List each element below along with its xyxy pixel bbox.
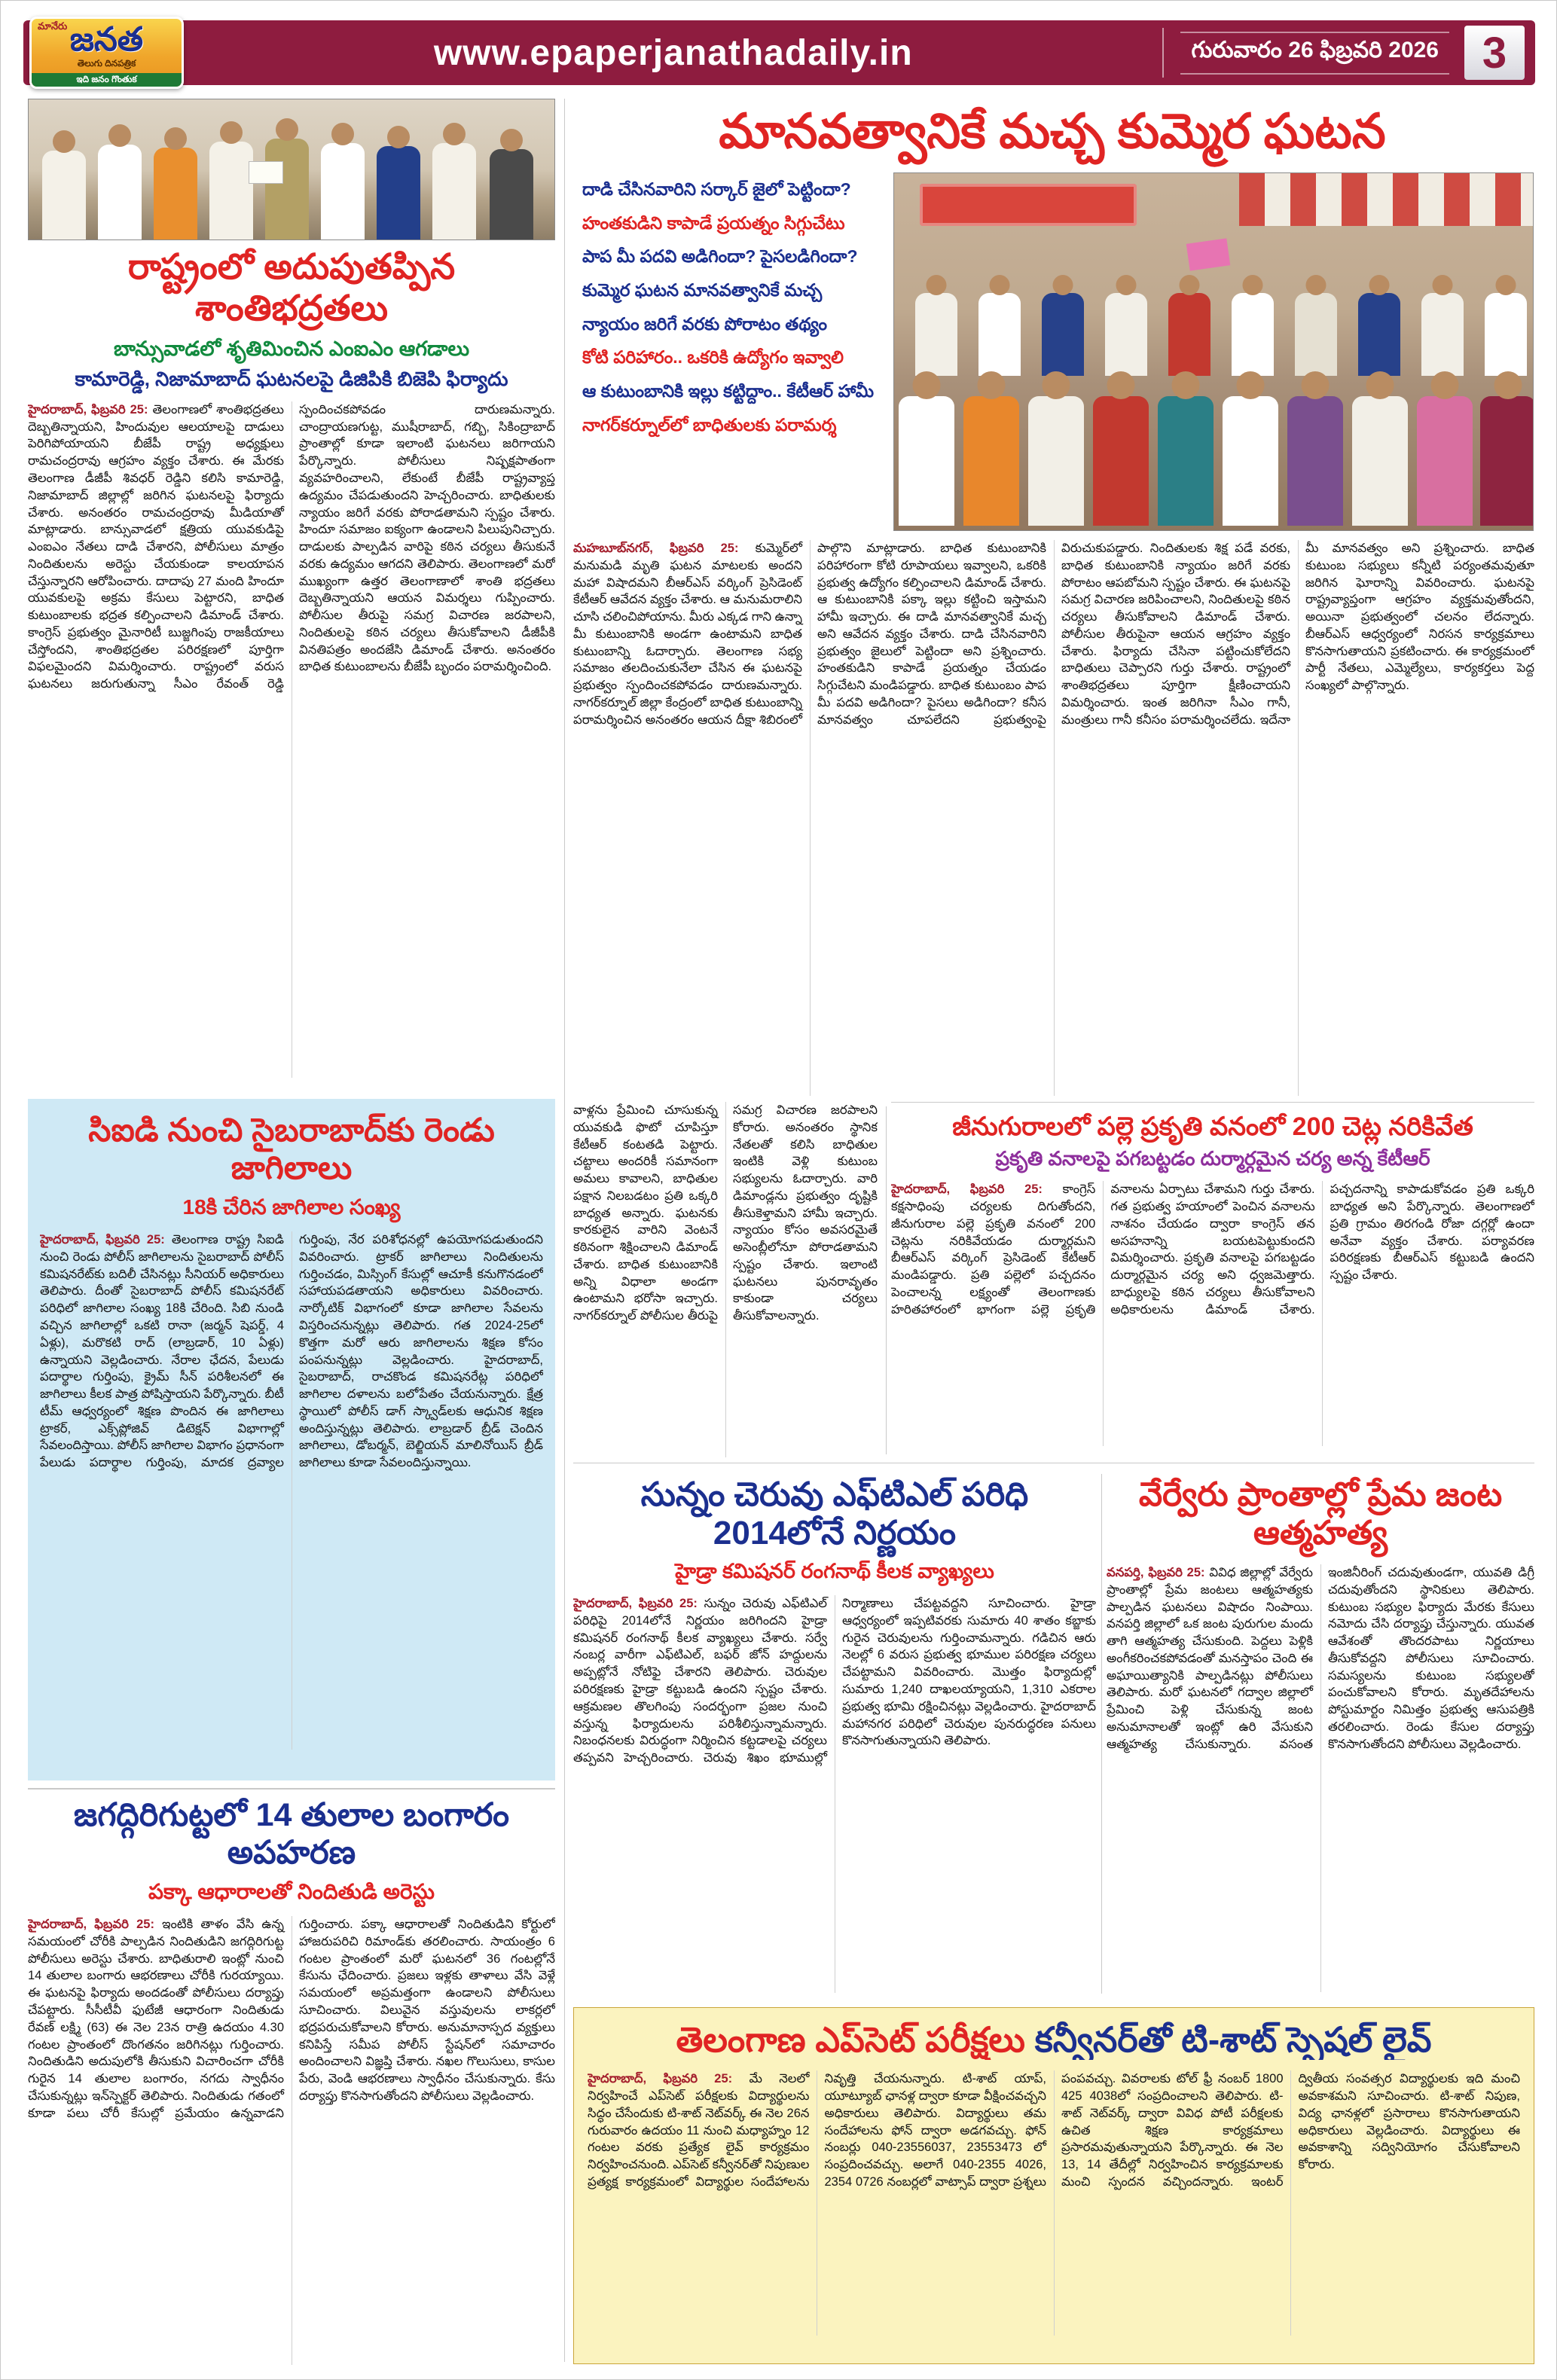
- site-url[interactable]: www.epaperjanathadaily.in: [433, 32, 913, 73]
- dateline: హైదరాబాద్, ఫిబ్రవరి 25:: [573, 1597, 698, 1611]
- article-trees-felled: [891, 1106, 1534, 1457]
- person-figure: [1158, 396, 1214, 526]
- article-gold-theft: [28, 1788, 555, 2362]
- masthead-right: [1162, 28, 1535, 78]
- person-figure: [377, 146, 420, 240]
- person-figure: [963, 396, 1019, 526]
- body-text: ఇంటికి తాళం వేసి ఉన్న సమయంలో చోరీకి పాల్పడిన నిందితుడిని జగద్గిరిగుట్ట పోలీసులు అరెస్టు చేశారు. బాధితురాలి ఇంట్లో నుంచి 14 తులాల బంగారు ఆభరణాలు చోరీకి గురయ్యాయి. ఈ ఘటనపై ఫిర్యాదు అందడంతో పోలీసులు దర్యాప్తు చేపట్టారు. సీసీటీవీ ఫుటేజీ ఆధారంగా నిందితుడు రేవణ్ లక్ష్మి (63) ఈ నెల 23న రాత్రి ఉదయం 4.30 గంటల ప్రాంతంలో దొంగతనం జరిగినట్లు గుర్తించారు. నిందితుడిని అదుపులోకి తీసుకుని విచారించగా చోరీకి గురైన 14 తులాల బంగారం, నగదు స్వాధీనం చేసుకున్నట్లు ఇన్‌స్పెక్టర్ తెలిపారు. నిందితుడు గతంలో కూడా పలు చోరీ కేసుల్లో ప్రమేయం ఉన్నవాడని గుర్తించారు. పక్కా ఆధారాలతో నిందితుడిని కోర్టులో హాజరుపరిచి రిమాండ్‌కు తరలించారు. సాయంత్రం 6 గంటల ప్రాంతంలో మరో ఘటనలో 36 గంటల్లోనే కేసును ఛేదించారు. ప్రజలు ఇళ్లకు తాళాలు వేసి వెళ్లే సమయంలో అప్రమత్తంగా ఉండాలని పోలీసులు సూచించారు. విలువైన వస్తువులను లాకర్లలో భద్రపరుచుకోవాలని కోరారు. అనుమానాస్పద వ్యక్తులు కనిపిస్తే సమీప పోలీస్ స్టేషన్‌లో సమాచారం అందించాలని విజ్ఞప్తి చేశారు. నఖల గొలుసులు, కాసుల పేరు, వెండి ఆభరణాలు స్వాధీనం చేసుకున్నారు. కేసు దర్యాప్తు కొనసాగుతోందని పోలీసులు వెల్లడించారు.: [28, 1918, 555, 2120]
- article-epset-live: [573, 2007, 1534, 2364]
- person-figure: [1232, 293, 1274, 376]
- column-divider: [1101, 1474, 1102, 1994]
- article-headline: వేర్వేరు ప్రాంతాల్లో ప్రేమ జంట ఆత్మహత్య: [1138, 1476, 1503, 1552]
- photo-bjp-dgp-meeting: [28, 99, 555, 240]
- issue-date: గురువారం 26 ఫిబ్రవరి 2026: [1180, 32, 1449, 75]
- person-figure: [1485, 293, 1527, 376]
- body-text: తెలంగాణలో శాంతిభద్రతలు దెబ్బతిన్నాయని, హిందువుల ఆలయాలపై దాడులు పెరిగిపోయాయని బీజేపీ రాష్ట్ర అధ్యక్షులు రామచంద్రరావు ఆగ్రహం వ్యక్తం చేశారు. ఈ మేరకు తెలంగాణ డీజీపీ శివధర్ రెడ్డిని కలిసి కామారెడ్డి, నిజామాబాద్ జిల్లాల్లో జరిగిన ఘటనలపై ఫిర్యాదు చేశారు. అనంతరం రామచంద్రరావు మీడియాతో మాట్లాడారు. బాన్సువాడలో క్షత్రియ యువకుడిపై ఎంఐఎం నేతలు దాడి చేశారని, పోలీసులు మాత్రం నిందితులను అరెస్టు చేయకుండా కాలయాపన చేస్తున్నారని ఆరోపించారు. దాదాపు 27 మంది హిందూ యువకులపై అక్రమ కేసులు పెట్టారని, బాధిత కుటుంబాలకు భద్రత కల్పించాలని డిమాండ్ చేశారు. కాంగ్రెస్ ప్రభుత్వం మైనారిటీ బుజ్జగింపు రాజకీయాలు చేస్తోందని, శాంతిభద్రతల పరిరక్షణలో పూర్తిగా విఫలమైందని విమర్శించారు. రాష్ట్రంలో వరుస ఘటనలు జరుగుతున్నా సీఎం రేవంత్ రెడ్డి స్పందించకపోవడం దారుణమన్నారు. చాంద్రాయణగుట్ట, ముషీరాబాద్, గబ్బి, సికింద్రాబాద్ ప్రాంతాల్లో కూడా ఇలాంటి ఘటనలు జరిగాయని పేర్కొన్నారు. పోలీసులు నిష్పక్షపాతంగా వ్యవహరించాలని, లేకుంటే బీజేపీ రాష్ట్రవ్యాప్త ఉద్యమం చేపడుతుందని హెచ్చరించారు. బాధితులకు న్యాయం జరిగే వరకు పోరాడతామని స్పష్టం చేశారు. హిందూ సమాజం ఐక్యంగా ఉండాలని పిలుపునిచ్చారు. దాడులకు పాల్పడిన వారిపై కఠిన చర్యలు తీసుకునే వరకు ఉద్యమం ఆగదని తెలిపారు. తెలంగాణలో మరో ముఖ్యంగా ఉత్తర తెలంగాణాలో శాంతి భద్రతలు దెబ్బతిన్నాయని ఆయన విమర్శలు గుప్పించారు. పోలీసుల తీరుపై సమగ్ర విచారణ జరపాలని, నిందితులపై కఠిన చర్యలు తీసుకోవాలని డీజీపీకి వినతిపత్రం అందజేసి డిమాండ్ చేశారు. అనంతరం బాధిత కుటుంబాలను బీజేపీ బృందం పరామర్శించింది.: [28, 402, 555, 691]
- article-subhead: హైడ్రా కమిషనర్ రంగనాథ్ కీలక వ్యాఖ్యలు: [675, 1560, 994, 1583]
- person-figure: [899, 396, 954, 526]
- person-figure: [265, 139, 309, 240]
- bullet-point: కోటి పరిహారం.. ఒకరికి ఉద్యోగం ఇవ్వాలి: [582, 347, 844, 368]
- main-article-body: [573, 540, 1534, 1096]
- person-figure: [1105, 293, 1147, 376]
- bullet-point: కుమ్మెర ఘటన మానవత్వానికే మచ్చ: [582, 279, 823, 300]
- photo-kummera-protest: [893, 172, 1534, 531]
- article-headline: రాష్ట్రంలో అదుపుతప్పిన శాంతిభద్రతలు: [127, 246, 456, 328]
- logo-region-label: మానేరు: [38, 20, 68, 32]
- dateline: హైదరాబాద్, ఫిబ్రవరి 25:: [28, 1918, 154, 1932]
- article-headline: సున్నం చెరువు ఎఫ్‌టిఎల్ పరిధి 2014లోనే నిర్ణయం: [640, 1476, 1029, 1552]
- article-subhead: కామారెడ్డి, నిజామాబాద్ ఘటనలపై డిజిపికి బిజెపి ఫిర్యాదు: [75, 368, 508, 391]
- person-figure: [209, 142, 253, 240]
- dateline: హైదరాబాద్, ఫిబ్రవరి 25:: [28, 402, 148, 416]
- person-figure: [1093, 396, 1149, 526]
- article-ftl-lake: [573, 1468, 1096, 2000]
- dateline: మహబూబ్‌నగర్, ఫిబ్రవరి 25:: [573, 542, 739, 555]
- headline-part-blue: కన్వీనర్‌తో టి-శాట్ స్పెషల్ లైవ్: [1034, 2020, 1432, 2059]
- article-body: [28, 1916, 555, 2365]
- bullet-point: హంతకుడిని కాపాడే ప్రయత్నం సిగ్గుచేటు: [582, 212, 845, 233]
- logo-name: జనత: [69, 20, 144, 58]
- article-body: [891, 1181, 1534, 1446]
- logo-tagline: తెలుగు దినపత్రిక: [77, 57, 136, 69]
- article-body: [40, 1231, 543, 1750]
- masthead: [23, 20, 1535, 85]
- person-figure: [1028, 396, 1084, 526]
- person-figure: [98, 145, 142, 240]
- logo-slogan: ఇది జనం గొంతుక: [32, 73, 182, 87]
- body-text: సున్నం చెరువు ఎఫ్‌టిఎల్ పరిధిపై 2014లోనే నిర్ణయం జరిగిందని హైడ్రా కమిషనర్ రంగనాథ్ కీలక వ్యాఖ్యలు చేశారు. సర్వే నంబర్ల వారీగా ఎఫ్‌టిఎల్, బఫర్ జోన్ హద్దులను అప్పట్లోనే నోటిఫై చేశారని తెలిపారు. చెరువుల పరిరక్షణకు హైడ్రా కట్టుబడి ఉందని స్పష్టం చేశారు. ఆక్రమణల తొలగింపు సందర్భంగా ప్రజల నుంచి వస్తున్న ఫిర్యాదులను పరిశీలిస్తున్నామన్నారు. నిబంధనలకు విరుద్ధంగా నిర్మించిన కట్టడాలపై చర్యలు తప్పవని హెచ్చరించారు. చెరువు శిఖం భూముల్లో నిర్మాణాలు చేపట్టవద్దని సూచించారు. హైడ్రా ఆధ్వర్యంలో ఇప్పటివరకు సుమారు 40 శాతం కబ్జాకు గురైన చెరువులను గుర్తించామన్నారు. గడిచిన ఆరు నెలల్లో 6 వరుస ప్రభుత్వ భూముల పరిరక్షణ చర్యలు చేపట్టామని వివరించారు. మొత్తం ఫిర్యాదుల్లో సుమారు 1,240 దాఖలయ్యాయని, 1,310 ఎకరాల ప్రభుత్వ భూమి రక్షించినట్లు వెల్లడించారు. హైదరాబాద్ మహానగర పరిధిలో చెరువుల పునరుద్ధరణ పనులు కొనసాగుతున్నాయని తెలిపారు.: [573, 1597, 1096, 1765]
- main-bullet-list: [582, 177, 884, 529]
- article-subhead: బాన్సువాడలో శృతిమించిన ఎంఐఎం ఆగడాలు: [113, 337, 470, 361]
- section-divider: [891, 1102, 1534, 1103]
- protest-banner: [920, 184, 1137, 226]
- bullet-point: న్యాయం జరిగే వరకు పోరాటం తథ్యం: [582, 313, 828, 334]
- person-figure: [1421, 293, 1464, 376]
- person-figure: [1168, 293, 1210, 376]
- body-text: మే నెలలో నిర్వహించే ఎప్‌సెట్ పరీక్షలకు విద్యార్థులను సిద్ధం చేసేందుకు టి-శాట్ నెట్‌వర్క్ ఈ నెల 26న గురువారం ఉదయం 11 నుంచి మధ్యాహ్నం 12 గంటల వరకు ప్రత్యేక లైవ్ కార్యక్రమం నిర్వహించనుంది. ఎప్‌సెట్ కన్వీనర్‌తో నిపుణుల ప్రత్యక్ష కార్యక్రమంలో విద్యార్థుల సందేహాలను నివృత్తి చేయనున్నారు. టి-శాట్ యాప్, యూట్యూబ్ ఛానళ్ల ద్వారా కూడా వీక్షించవచ్చని అధికారులు తెలిపారు. విద్యార్థులు తమ సందేహాలను ఫోన్ ద్వారా అడగవచ్చు. ఫోన్ నంబర్లు 040-23556037, 23553473 లో సంప్రదించవచ్చు. అలాగే 040-2355 4026, 2354 0726 నంబర్లలో వాట్సాప్ ద్వారా ప్రశ్నలు పంపవచ్చు. వివరాలకు టోల్ ఫ్రీ నంబర్ 1800 425 4038లో సంప్రదించాలని తెలిపారు. టి-శాట్ నెట్‌వర్క్ ద్వారా వివిధ పోటీ పరీక్షలకు ఉచిత శిక్షణ కార్యక్రమాలు ప్రసారమవుతున్నాయని పేర్కొన్నారు. ఈ నెల 13, 14 తేదీల్లో నిర్వహించిన కార్యక్రమాలకు మంచి స్పందన వచ్చిందన్నారు. ఇంటర్ ద్వితీయ సంవత్సర విద్యార్థులకు ఇది మంచి అవకాశమని సూచించారు. టి-శాట్ నిపుణ, విద్య ఛానళ్లలో ప్రసారాలు కొనసాగుతాయని అధికారులు వెల్లడించారు. విద్యార్థులు ఈ అవకాశాన్ని సద్వినియోగం చేసుకోవాలని కోరారు.: [588, 2072, 1520, 2189]
- person-figure: [1223, 396, 1278, 526]
- person-figure: [1295, 293, 1337, 376]
- dateline: హైదరాబాద్, ఫిబ్రవరి 25:: [40, 1233, 165, 1247]
- headline-part-red: తెలంగాణ ఎప్‌సెట్ పరీక్షలు: [676, 2020, 1025, 2059]
- body-text: వివిధ జిల్లాల్లో వేర్వేరు ప్రాంతాల్లో ప్రేమ జంటలు ఆత్మహత్యకు పాల్పడిన ఘటనలు విషాదం నింపాయి. వనపర్తి జిల్లాలో ఒక జంట పురుగుల మందు తాగి ఆత్మహత్య చేసుకుంది. పెద్దలు పెళ్లికి అంగీకరించకపోవడంతో మనస్తాపం చెంది ఈ అఘాయిత్యానికి పాల్పడినట్లు పోలీసులు తెలిపారు. మరో ఘటనలో గద్వాల జిల్లాలో ప్రేమించి పెళ్లి చేసుకున్న జంట అనుమానాలతో ఇంట్లో ఉరి వేసుకుని ఆత్మహత్య చేసుకున్నారు. వసంత ఇంజినీరింగ్ చదువుతుండగా, యువతి డిగ్రీ చదువుతోందని స్థానికులు తెలిపారు. కుటుంబ సభ్యుల ఫిర్యాదు మేరకు కేసులు నమోదు చేసి దర్యాప్తు చేస్తున్నారు. యువత ఆవేశంతో తొందరపాటు నిర్ణయాలు తీసుకోవద్దని పోలీసులు సూచించారు. సమస్యలను కుటుంబ సభ్యులతో పంచుకోవాలని కోరారు. మృతదేహాలను పోస్టుమార్టం నిమిత్తం ప్రభుత్వ ఆసుపత్రికి తరలించారు. రెండు కేసుల దర్యాప్తు కొనసాగుతోందని పోలీసులు వెల్లడించారు.: [1107, 1566, 1534, 1751]
- person-figure: [1287, 396, 1343, 526]
- dateline: హైదరాబాద్, ఫిబ్రవరి 25:: [891, 1182, 1043, 1197]
- main-article-body-continued: [573, 1102, 878, 1457]
- bullet-point: దాడి చేసినవారిని సర్కార్ జైలో పెట్టిందా?: [582, 179, 851, 199]
- body-text: కాంగ్రెస్ కక్షసాధింపు చర్యలకు దిగుతోందని, జీనుగురాల పల్లె ప్రకృతి వనంలో 200 చెట్లను నరికివేయడం దుర్మార్గమని బీఆర్ఎస్ వర్కింగ్ ప్రెసిడెంట్ కేటీఆర్ మండిపడ్డారు. ప్రతి పల్లెలో పచ్చదనం పెంచాలన్న లక్ష్యంతో తెలంగాణకు హరితహారంలో భాగంగా పల్లె ప్రకృతి వనాలను ఏర్పాటు చేశామని గుర్తు చేశారు. గత ప్రభుత్వ హయాంలో పెంచిన వనాలను నాశనం చేయడం ద్వారా కాంగ్రెస్ తన అసహనాన్ని బయటపెట్టుకుందని విమర్శించారు. ప్రకృతి వనాలపై పగబట్టడం దుర్మార్గమైన చర్య అని ధ్వజమెత్తారు. బాధ్యులపై కఠిన చర్యలు తీసుకోవాలని అధికారులను డిమాండ్ చేశారు. పచ్చదనాన్ని కాపాడుకోవడం ప్రతి ఒక్కరి బాధ్యత అని పేర్కొన్నారు. తెలంగాణలో ప్రతి గ్రామం తిరగండి రోజా దగ్గర్లో ఉందా అనేవా వ్యక్తం చేశారు. పర్యావరణ పరిరక్షణకు బీఆర్ఎస్ కట్టుబడి ఉందని స్పష్టం చేశారు.: [891, 1182, 1534, 1317]
- main-headline: మానవత్వానికే మచ్చ కుమ్మెర ఘటన: [719, 104, 1386, 158]
- person-figure: [490, 149, 533, 240]
- flag: [1186, 238, 1230, 270]
- person-figure: [1042, 293, 1084, 376]
- person-figure: [321, 143, 365, 240]
- person-figure: [1358, 293, 1400, 376]
- document-paper: [249, 161, 283, 184]
- article-subhead: ప్రకృతి వనాలపై పగబట్టడం దుర్మార్గమైన చర్య అన్న కేటీఆర్: [995, 1147, 1430, 1170]
- article-subhead: 18కి చేరిన జాగిలాల సంఖ్య: [182, 1195, 401, 1219]
- dateline: హైదరాబాద్, ఫిబ్రవరి 25:: [588, 2072, 733, 2086]
- person-figure: [154, 148, 197, 240]
- article-body: [573, 1595, 1096, 1993]
- bullet-point: పాప మీ పదవి అడిగిందా? పైసలడిగిందా?: [582, 246, 858, 267]
- article-body: [28, 401, 555, 1078]
- person-figure: [915, 293, 957, 376]
- person-figure: [1480, 396, 1534, 526]
- article-law-order: [28, 246, 555, 1091]
- person-figure: [42, 151, 86, 240]
- page-number: 3: [1464, 26, 1525, 80]
- body-text: తెలంగాణ రాష్ట్ర సిఐడి నుంచి రెండు పోలీస్ జాగిలాలను సైబరాబాద్ పోలీస్ కమిషనరేట్‌కు బదిలీ చేసినట్లు సీనియర్ అధికారులు తెలిపారు. దీంతో సైబరాబాద్ పోలీస్ కమిషనరేట్ పరిధిలో జాగిలాల సంఖ్య 18కి చేరింది. సిబి నుండి వచ్చిన జాగిలాల్లో ఒకటి రానా (జర్మన్ షెపర్డ్, 4 ఏళ్లు), మరొకటి రాద్ (లాబ్రడార్, 10 ఏళ్లు) ఉన్నాయని వెల్లడించారు. నేరాల ఛేదన, పేలుడు పదార్థాల గుర్తింపు, క్రైమ్ సీన్ పరిశీలనలో ఈ జాగిలాలు కీలక పాత్ర పోషిస్తాయని పేర్కొన్నారు. బీటీ టీమ్ ఆధ్వర్యంలో శిక్షణ పొందిన ఈ జాగిలాలు ట్రాకర్, ఎక్స్‌ప్లోజివ్ డిటెక్షన్ విభాగాల్లో సేవలందిస్తాయి. పోలీస్ జాగిలాల విభాగం ప్రధానంగా పేలుడు పదార్థాల గుర్తింపు, మాదక ద్రవ్యాల గుర్తింపు, నేర పరిశోధనల్లో ఉపయోగపడుతుందని వివరించారు. ట్రాకర్ జాగిలాలు నిందితులను గుర్తించడం, మిస్సింగ్ కేసుల్లో ఆచూకీ కనుగొనడంలో సహాయపడతాయని అధికారులు వివరించారు. నార్కోటిక్ విభాగంలో కూడా జాగిలాల సేవలను విస్తరించనున్నట్లు తెలిపారు. గత 2024-25లో కొత్తగా మరో ఆరు జాగిలాలను శిక్షణ కోసం పంపనున్నట్లు వెల్లడించారు. హైదరాబాద్, సైబరాబాద్, రాచకొండ కమిషనరేట్ల పరిధిలో జాగిలాల దళాలను బలోపేతం చేయనున్నారు. క్షేత్ర స్థాయిలో పోలీస్ డాగ్ స్క్వాడ్‌లకు ఆధునిక శిక్షణ అందిస్తున్నట్లు తెలిపారు. లాబ్రడార్ బ్రీడ్ చెందిన జాగిలాలు, డోబర్మన్, బెల్జియన్ మాలినోయిస్ బ్రీడ్ జాగిలాలు కూడా సేవలందిస్తున్నాయి.: [40, 1233, 543, 1470]
- body-text: కుమ్మెర్‌లో మనుమడి మృతి ఘటన మాటలకు అందని మహా విషాదమని బీఆర్ఎస్ వర్కింగ్ ప్రెసిడెంట్ కేటీఆర్ ఆవేదన వ్యక్తం చేశారు. ఆ మనుమరాలిని చూసి చలించిపోయాను. మీరు ఎక్కడ గాని ఉన్నా మీ కుటుంబానికి అండగా ఉంటామని బాధిత కుటుంబాన్ని ఓదార్చారు. తెలంగాణ సభ్య సమాజం తలదించుకునేలా చేసిన ఈ ఘటనపై ప్రభుత్వం స్పందించకపోవడం దారుణమన్నారు. నాగర్‌కర్నూల్ జిల్లా కేంద్రంలో బాధిత కుటుంబాన్ని పరామర్శించిన అనంతరం ఆయన దీక్షా శిబిరంలో పాల్గొని మాట్లాడారు. బాధిత కుటుంబానికి పరిహారంగా కోటి రూపాయలు ఇవ్వాలని, ఒకరికి ప్రభుత్వ ఉద్యోగం కల్పించాలని డిమాండ్ చేశారు. ఆ కుటుంబానికి పక్కా ఇల్లు కట్టించి ఇస్తామని హామీ ఇచ్చారు. ఈ దాడి మానవత్వానికే మచ్చ అని ఆవేదన వ్యక్తం చేశారు. దాడి చేసినవారిని ప్రభుత్వం జైలులో పెట్టిందా అని ప్రశ్నించారు. హంతకుడిని కాపాడే ప్రయత్నం చేయడం సిగ్గుచేటని మండిపడ్డారు. బాధిత కుటుంబం పాప మీ పదవి అడిగిందా? పైసలు అడిగిందా? కనీస మానవత్వం చూపలేదని ప్రభుత్వంపై విరుచుకుపడ్డారు. నిందితులకు శిక్ష పడే వరకు, బాధిత కుటుంబానికి న్యాయం జరిగే వరకు పోరాటం ఆపబోమని స్పష్టం చేశారు. ఈ ఘటనపై సమగ్ర విచారణ జరిపించాలని, నిందితులపై కఠిన చర్యలు తీసుకోవాలని డిమాండ్ చేశారు. పోలీసుల తీరుపైనా ఆయన ఆగ్రహం వ్యక్తం చేశారు. ఫిర్యాదు చేసినా పట్టించుకోలేదని బాధితులు చెప్పారని గుర్తు చేశారు. రాష్ట్రంలో శాంతిభద్రతలు పూర్తిగా క్షీణించాయని విమర్శించారు. ఇంత జరిగినా సీఎం గానీ, మంత్రులు గానీ కనీసం పరామర్శించలేదు. ఇదేనా మీ మానవత్వం అని ప్రశ్నించారు. బాధిత కుటుంబ సభ్యులు కన్నీటి పర్యంతమవుతూ జరిగిన ఘోరాన్ని వివరించారు. ఘటనపై రాష్ట్రవ్యాప్తంగా ఆగ్రహం వ్యక్తమవుతోందని, అయినా ప్రభుత్వంలో చలనం లేదన్నారు. బీఆర్ఎస్ ఆధ్వర్యంలో నిరసన కార్యక్రమాలు కొనసాగుతాయని ప్రకటించారు. ఈ కార్యక్రమంలో పార్టీ నేతలు, ఎమ్మెల్యేలు, కార్యకర్తలు పెద్ద సంఖ్యలో పాల్గొన్నారు.: [573, 542, 1534, 727]
- person-figure: [1352, 396, 1408, 526]
- article-couple-suicide: [1107, 1468, 1534, 2000]
- column-divider: [886, 1106, 887, 1454]
- article-headline: [588, 2020, 1520, 2060]
- article-headline: జగద్గిరిగుట్టలో 14 తులాల బంగారం అపహరణ: [73, 1797, 510, 1871]
- bullet-point: ఆ కుటుంబానికి ఇల్లు కట్టిద్దాం.. కేటీఆర్ హామీ: [582, 380, 875, 401]
- article-cid-dogs: [28, 1099, 555, 1780]
- dateline: వనపర్తి, ఫిబ్రవరి 25:: [1107, 1566, 1205, 1580]
- body-text: వాళ్లను ప్రేమించి చూసుకున్న యువకుడి ఫొటో చూపిస్తూ కేటీఆర్ కంటతడి పెట్టారు. చట్టాలు అందరికీ సమానంగా అమలు కావాలని, బాధితుల పక్షాన నిలబడటం ప్రతి ఒక్కరి బాధ్యత అన్నారు. ఘటనకు కారకులైన వారిని వెంటనే కఠినంగా శిక్షించాలని డిమాండ్ చేశారు. బాధిత కుటుంబానికి అన్ని విధాలా అండగా ఉంటామని భరోసా ఇచ్చారు. నాగర్‌కర్నూల్ పోలీసుల తీరుపై సమగ్ర విచారణ జరపాలని కోరారు. అనంతరం స్థానిక నేతలతో కలిసి బాధితుల ఇంటికి వెళ్లి కుటుంబ సభ్యులను ఓదార్చారు. వారి డిమాండ్లను ప్రభుత్వం దృష్టికి తీసుకెళ్తామని హామీ ఇచ్చారు. న్యాయం కోసం అవసరమైతే అసెంబ్లీలోనూ పోరాడతామని స్పష్టం చేశారు. ఇలాంటి ఘటనలు పునరావృతం కాకుండా చర్యలు తీసుకోవాలన్నారు.: [573, 1103, 878, 1323]
- person-figure: [978, 293, 1021, 376]
- article-body: [1107, 1564, 1534, 1992]
- canopy-stripes: [1239, 173, 1533, 226]
- article-headline: జీనుగురాలలో పల్లె ప్రకృతి వనంలో 200 చెట్ల నరికివేత: [952, 1112, 1473, 1141]
- person-figure: [432, 143, 476, 240]
- article-headline: సిఐడి నుంచి సైబరాబాద్‌కు రెండు జాగిలాలు: [88, 1112, 495, 1186]
- column-divider: [564, 99, 565, 2362]
- person-figure: [1417, 396, 1473, 526]
- article-body: [588, 2070, 1520, 2336]
- article-subhead: పక్కా ఆధారాలతో నిందితుడి అరెస్టు: [148, 1879, 435, 1903]
- bullet-point: నాగర్‌కర్నూల్‌లో బాధితులకు పరామర్శ: [582, 414, 837, 435]
- newspaper-logo: [29, 17, 184, 89]
